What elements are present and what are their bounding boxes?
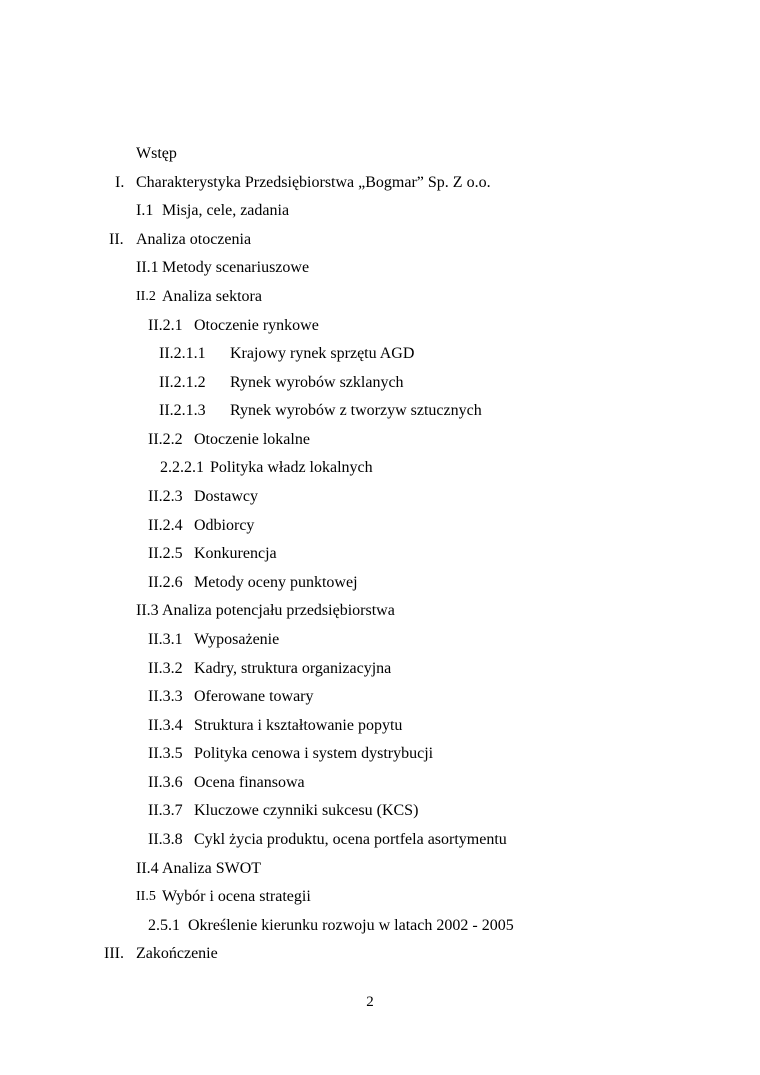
toc-entry-number: 2.2.2.1 xyxy=(160,459,204,476)
toc-entry-number: II.2.5 xyxy=(148,545,183,562)
toc-entry-text: Otoczenie lokalne xyxy=(194,431,310,448)
toc-entry-text: Dostawcy xyxy=(194,488,258,505)
toc-entry-text: Kluczowe czynniki sukcesu (KCS) xyxy=(194,802,419,819)
toc-entry-number: I. xyxy=(115,174,125,191)
toc-entry-text: Rynek wyrobów szklanych xyxy=(230,374,404,391)
toc-entry-text: Wybór i ocena strategii xyxy=(162,888,311,905)
toc-entry-number: III. xyxy=(104,945,124,962)
toc-entry-number: II.2.1.2 xyxy=(159,374,206,391)
toc-entry-text: Oferowane towary xyxy=(194,688,314,705)
toc-entry-text: Polityka cenowa i system dystrybucji xyxy=(194,745,434,762)
toc-entry-text: Charakterystyka Przedsiębiorstwa „Bogmar” Sp. Z o.o. xyxy=(136,174,491,191)
toc-entry-text: Misja, cele, zadania xyxy=(162,202,290,219)
toc-entry-number: II.3.6 xyxy=(148,774,183,791)
toc-entry-number: II.3.3 xyxy=(148,688,183,705)
toc-entry-number: II.2.3 xyxy=(148,488,183,505)
toc-entry-text: Ocena finansowa xyxy=(194,774,305,791)
toc-entry-number: 2.5.1 xyxy=(148,917,180,934)
toc-entry-text: Otoczenie rynkowe xyxy=(194,317,319,334)
toc-entry-number: II.2.1.1 xyxy=(159,345,206,362)
toc-entry-number: II.5 xyxy=(136,889,156,904)
toc-entry-text: Cykl życia produktu, ocena portfela asortymentu xyxy=(194,831,507,848)
toc-entry-number: II.2.4 xyxy=(148,517,183,534)
toc-entry-text: Zakończenie xyxy=(136,945,218,962)
toc-entry-text: Struktura i kształtowanie popytu xyxy=(194,717,403,734)
toc-entry-text: Analiza potencjału przedsiębiorstwa xyxy=(162,602,395,619)
toc-entry-number: II.3.8 xyxy=(148,831,183,848)
toc-entry-text: Polityka władz lokalnych xyxy=(210,459,373,476)
toc-entry-number: II.2.6 xyxy=(148,574,183,591)
page-number: 2 xyxy=(366,994,374,1010)
toc-entry-number: II.3 xyxy=(136,602,159,619)
toc-entry-text: Odbiorcy xyxy=(194,517,255,534)
toc-entry-number: II.4 xyxy=(136,860,159,877)
toc-entry-number: II.2.1 xyxy=(148,317,183,334)
toc-entry-text: Konkurencja xyxy=(194,545,277,562)
toc-entry-number: I.1 xyxy=(136,202,154,219)
toc-entry-number: II. xyxy=(109,231,124,248)
toc-entry-number: II.3.5 xyxy=(148,745,183,762)
toc-entry-text: Rynek wyrobów z tworzyw sztucznych xyxy=(230,402,482,419)
toc-entry-text: Analiza otoczenia xyxy=(136,231,252,248)
toc-entry-number: II.3.7 xyxy=(148,802,183,819)
toc-entry-number: II.2.1.3 xyxy=(159,402,206,419)
toc-entry-number: II.3.1 xyxy=(148,631,183,648)
toc-entry-number: II.1 xyxy=(136,259,159,276)
toc-entry-text: Analiza sektora xyxy=(162,288,262,305)
toc-entry-text: Wyposażenie xyxy=(194,631,280,648)
toc-entry-text: Metody oceny punktowej xyxy=(194,574,358,591)
toc-entry-text: Wstęp xyxy=(136,145,177,162)
toc-entry-number: II.2.2 xyxy=(148,431,183,448)
toc-entry-text: Kadry, struktura organizacyjna xyxy=(194,660,392,677)
toc-entry-text: Krajowy rynek sprzętu AGD xyxy=(230,345,415,362)
toc-entry-number: II.3.2 xyxy=(148,660,183,677)
toc-entry-number: II.2 xyxy=(136,289,156,304)
toc-entry-number: II.3.4 xyxy=(148,717,183,734)
toc-entry-text: Metody scenariuszowe xyxy=(162,259,310,276)
toc-entry-text: Analiza SWOT xyxy=(162,860,262,877)
toc-entry-text: Określenie kierunku rozwoju w latach 2002 - 2005 xyxy=(188,917,514,934)
